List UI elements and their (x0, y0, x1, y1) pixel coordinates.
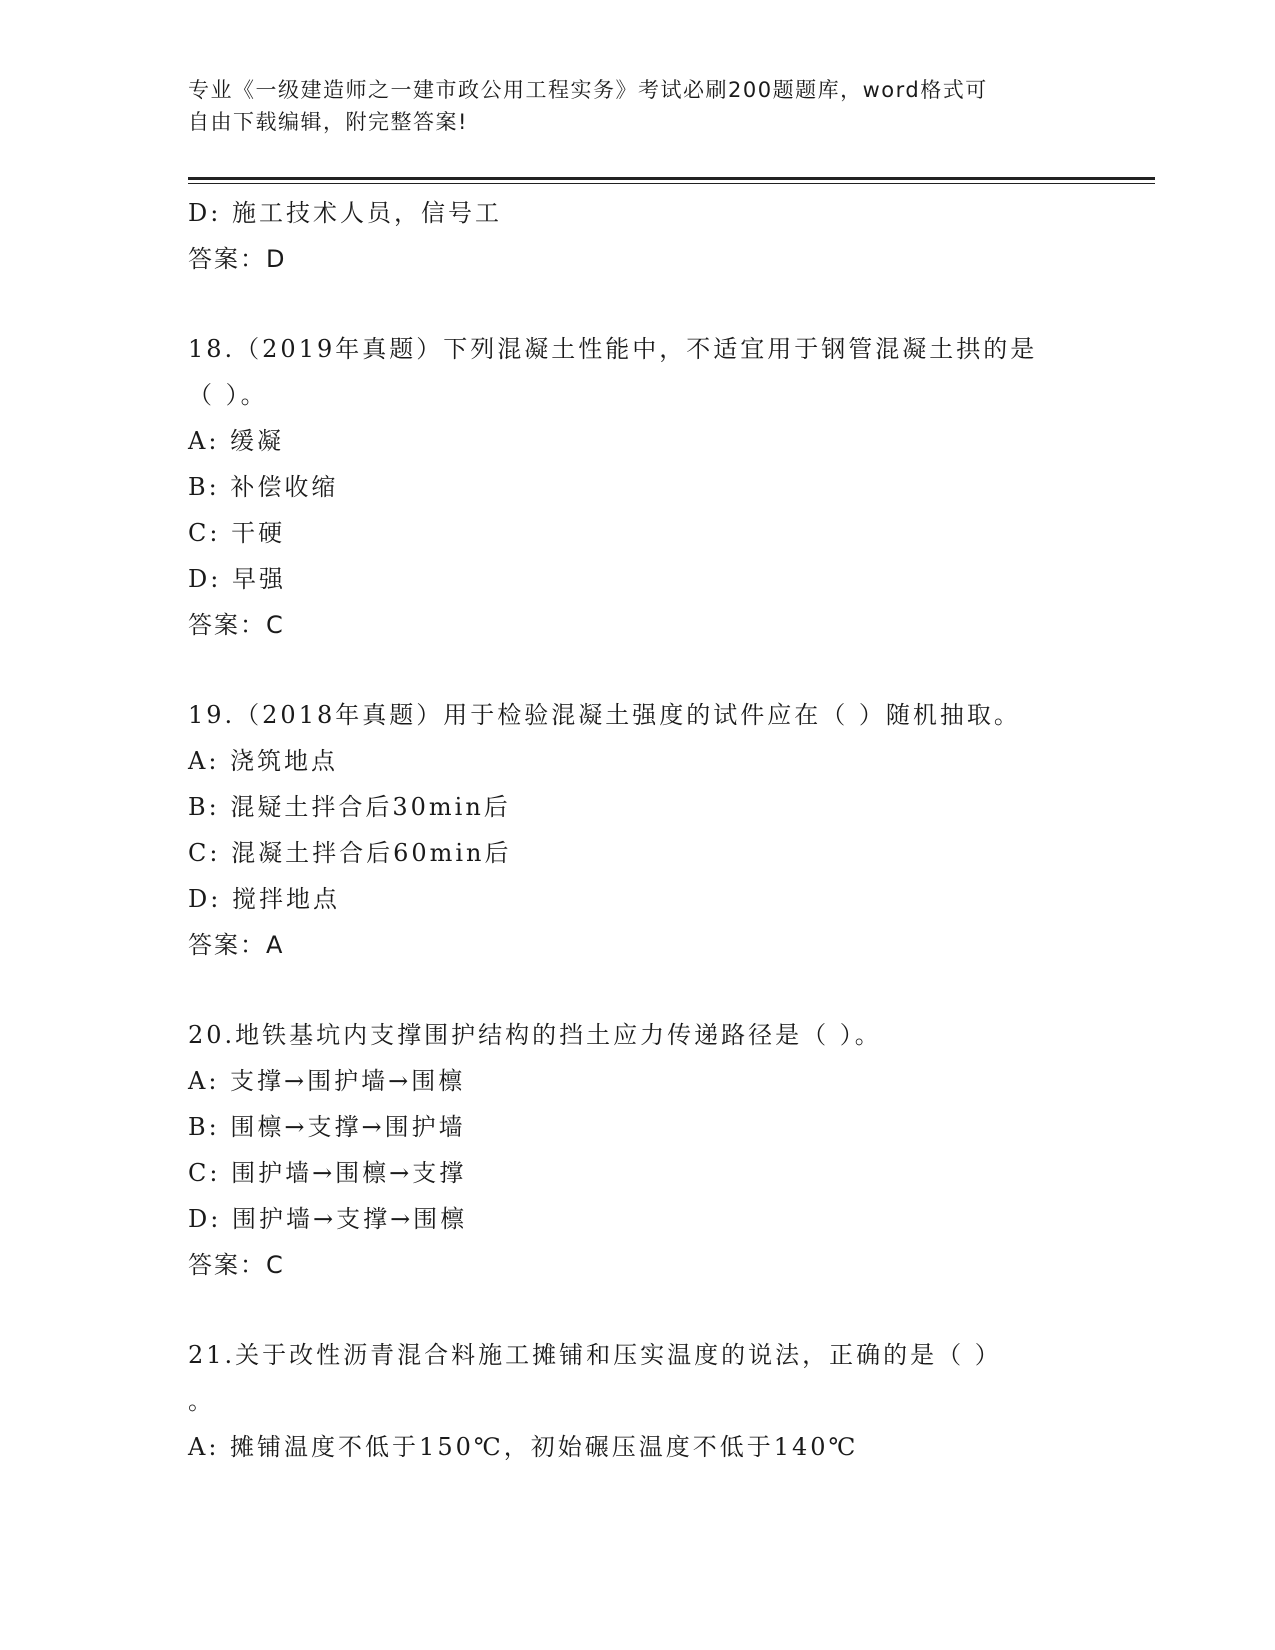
question-stem-line-2: （ ）。 (188, 381, 268, 409)
question-stem-line-1: 19.（2018年真题）用于检验混凝土强度的试件应在（ ）随机抽取。 (188, 701, 1021, 729)
option-c: C: 围护墙→围檩→支撑 (188, 1159, 467, 1187)
option-a: A: 摊铺温度不低于150℃，初始碾压温度不低于140℃ (188, 1433, 859, 1461)
option-b: B: 围檩→支撑→围护墙 (188, 1113, 466, 1141)
question-stem-line-1: 20.地铁基坑内支撑围护结构的挡土应力传递路径是（ ）。 (188, 1021, 882, 1049)
header-rule-thin (188, 183, 1155, 184)
header-line-1: 专业《一级建造师之一建市政公用工程实务》考试必刷200题题库，word格式可 (188, 78, 988, 102)
answer: 答案：C (188, 611, 285, 639)
question-17 (188, 190, 1118, 282)
question-20 (188, 1012, 1118, 1288)
option-c: C: 混凝土拌合后60min后 (188, 839, 512, 867)
question-19 (188, 692, 1118, 968)
option-d: D: 围护墙→支撑→围檩 (188, 1205, 468, 1233)
document-header (188, 74, 1068, 138)
header-rule-thick (188, 177, 1155, 180)
option-d: D: 搅拌地点 (188, 885, 340, 913)
header-line-2: 自由下载编辑，附完整答案! (188, 110, 468, 134)
question-stem-line-1: 18.（2019年真题）下列混凝土性能中，不适宜用于钢管混凝土拱的是 (188, 335, 1038, 363)
option-a: A: 支撑→围护墙→围檩 (188, 1067, 466, 1095)
question-stem-line-2: 。 (188, 1387, 215, 1415)
option-b: B: 混疑土拌合后30min后 (188, 793, 511, 821)
option-d: D: 施工技术人员，信号工 (188, 199, 502, 227)
option-a: A: 浇筑地点 (188, 747, 339, 775)
option-a: A: 缓凝 (188, 427, 285, 455)
answer: 答案：A (188, 931, 285, 959)
answer: 答案：C (188, 1251, 285, 1279)
question-stem-line-1: 21.关于改性沥青混合料施工摊铺和压实温度的说法，正确的是（ ） (188, 1341, 1002, 1369)
question-18 (188, 326, 1118, 648)
option-c: C: 干硬 (188, 519, 286, 547)
option-b: B: 补偿收缩 (188, 473, 339, 501)
question-list (188, 190, 1118, 1470)
answer: 答案：D (188, 245, 287, 273)
question-21 (188, 1332, 1118, 1470)
option-d: D: 早强 (188, 565, 286, 593)
